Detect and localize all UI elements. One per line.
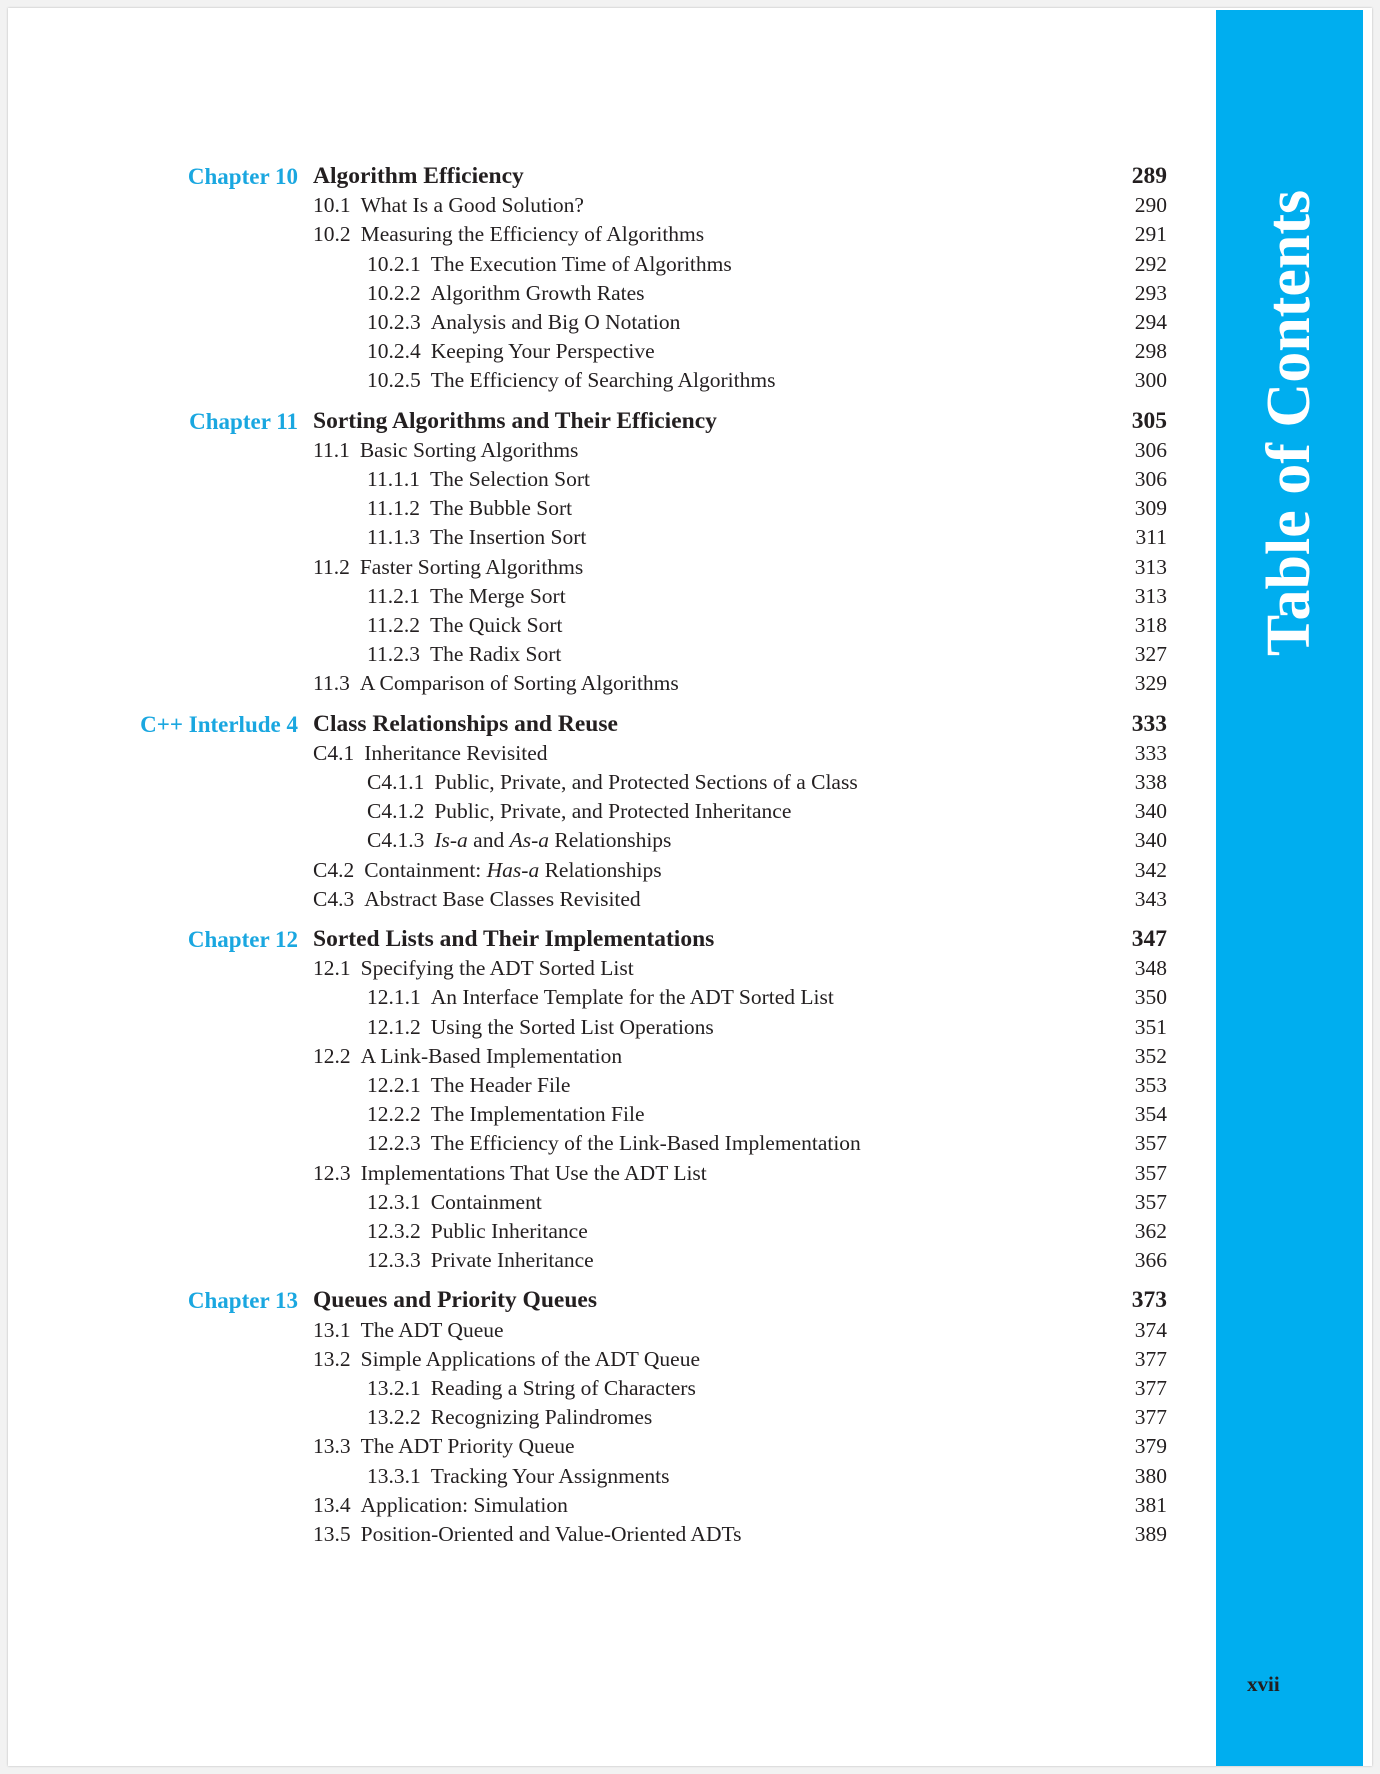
toc-entry-row[interactable] — [0, 1188, 1216, 1217]
toc-entry-row[interactable] — [0, 1042, 1216, 1071]
section-number: 12.2.1 — [367, 1073, 421, 1097]
page-number: 353 — [1134, 1073, 1167, 1097]
title-text: The Radix Sort — [429, 642, 562, 666]
title-text: Analysis and Big O Notation — [430, 310, 681, 334]
section-title — [313, 669, 679, 698]
chapter-title — [313, 1286, 597, 1315]
section-title — [313, 954, 634, 983]
section-number: 13.2.2 — [367, 1405, 421, 1429]
toc-entry-row[interactable] — [0, 1316, 1216, 1345]
title-text: The Execution Time of Algorithms — [430, 252, 732, 276]
title-text: The Bubble Sort — [429, 496, 573, 520]
page-number: 357 — [1134, 1190, 1167, 1214]
italic-term: Is-a — [434, 828, 468, 852]
page-number: 309 — [1134, 496, 1167, 520]
toc-entry-row[interactable] — [0, 1100, 1216, 1129]
title-text: An Interface Template for the ADT Sorted List — [430, 985, 834, 1009]
italic-term: Has-a — [486, 858, 540, 882]
toc-entry-row[interactable] — [0, 366, 1216, 395]
title-text: Public, Private, and Protected Inheritance — [434, 799, 792, 823]
toc-entry-row[interactable] — [0, 885, 1216, 914]
section-number: 12.1 — [313, 956, 351, 980]
toc-entry-row[interactable] — [0, 1013, 1216, 1042]
toc-entry-row[interactable] — [0, 1432, 1216, 1461]
page-number: 340 — [1134, 828, 1167, 852]
page-number: 329 — [1134, 671, 1167, 695]
page-number: 342 — [1134, 858, 1167, 882]
page-number: 377 — [1134, 1405, 1167, 1429]
title-text: Containment — [430, 1190, 542, 1214]
toc-chapter-row[interactable] — [0, 710, 1216, 739]
chapter-label: C++ Interlude 4 — [140, 712, 298, 737]
section-title — [367, 337, 655, 366]
page-number: 294 — [1134, 310, 1167, 334]
section-number: 11.1.3 — [367, 525, 420, 549]
page-number: 373 — [1131, 1287, 1167, 1313]
title-text: The Insertion Sort — [429, 525, 587, 549]
title-text: Position-Oriented and Value-Oriented ADTs — [360, 1522, 742, 1546]
section-title — [367, 1217, 588, 1246]
page-number: 306 — [1134, 467, 1167, 491]
page-number: 357 — [1134, 1161, 1167, 1185]
section-title — [367, 1129, 861, 1158]
title-text: Specifying the ADT Sorted List — [360, 956, 634, 980]
section-title — [367, 494, 572, 523]
page-number: 348 — [1134, 956, 1167, 980]
title-text: Using the Sorted List Operations — [430, 1015, 714, 1039]
toc-entry-row[interactable] — [0, 826, 1216, 855]
page-number: 293 — [1134, 281, 1167, 305]
section-number: 11.1.1 — [367, 467, 420, 491]
title-text: Private Inheritance — [430, 1248, 594, 1272]
chapter-title — [313, 162, 524, 191]
title-text: The Implementation File — [430, 1102, 645, 1126]
toc-entry-row[interactable] — [0, 1520, 1216, 1549]
toc-entry-row[interactable] — [0, 494, 1216, 523]
toc-entry-row[interactable] — [0, 191, 1216, 220]
page-number: 313 — [1134, 555, 1167, 579]
title-text: The Quick Sort — [429, 613, 563, 637]
page-number: 311 — [1135, 525, 1167, 549]
section-title — [367, 366, 775, 395]
title-text: Reading a String of Characters — [430, 1376, 696, 1400]
title-text: The Efficiency of the Link-Based Implementation — [430, 1131, 861, 1155]
title-text: Keeping Your Perspective — [430, 339, 655, 363]
section-number: 11.1 — [313, 438, 350, 462]
toc-entry-row[interactable] — [0, 1129, 1216, 1158]
section-number: 10.2.1 — [367, 252, 421, 276]
section-number: 13.3.1 — [367, 1464, 421, 1488]
section-title — [367, 826, 671, 855]
section-title — [367, 1246, 594, 1275]
title-text: The Header File — [430, 1073, 571, 1097]
section-title — [367, 1100, 645, 1129]
section-title — [367, 983, 834, 1012]
toc-entry-row[interactable] — [0, 856, 1216, 885]
chapter-label: Chapter 11 — [189, 409, 298, 434]
toc-entry-row[interactable] — [0, 1403, 1216, 1432]
section-number: C4.1 — [313, 741, 355, 765]
page-number: 377 — [1134, 1347, 1167, 1371]
section-title — [367, 1071, 570, 1100]
title-text: Measuring the Efficiency of Algorithms — [360, 222, 705, 246]
section-number: 13.2.1 — [367, 1376, 421, 1400]
title-text: Relationships — [549, 828, 672, 852]
page-folio: xvii — [1247, 1672, 1280, 1696]
title-text: Public, Private, and Protected Sections of a Class — [434, 770, 858, 794]
section-number: C4.1.3 — [367, 828, 425, 852]
section-title — [367, 1403, 652, 1432]
title-text: and — [467, 828, 510, 852]
section-number: 11.2.3 — [367, 642, 420, 666]
title-text: Implementations That Use the ADT List — [360, 1161, 707, 1185]
section-number: 13.1 — [313, 1318, 351, 1342]
title-text: The ADT Priority Queue — [360, 1434, 575, 1458]
section-number: 10.2.5 — [367, 368, 421, 392]
section-title — [367, 308, 680, 337]
section-title — [313, 1345, 700, 1374]
page-number: 291 — [1134, 222, 1167, 246]
toc-entry-row[interactable] — [0, 1071, 1216, 1100]
section-title — [313, 885, 641, 914]
toc-entry-row[interactable] — [0, 308, 1216, 337]
toc-entry-row[interactable] — [0, 640, 1216, 669]
chapter-label: Chapter 13 — [187, 1288, 298, 1313]
toc-entry-row[interactable] — [0, 768, 1216, 797]
italic-term: As-a — [509, 828, 549, 852]
toc-entry-row[interactable] — [0, 553, 1216, 582]
page-number: 354 — [1134, 1102, 1167, 1126]
chapter-title — [313, 925, 714, 954]
section-title — [313, 436, 578, 465]
section-title — [367, 1374, 696, 1403]
title-text: Faster Sorting Algorithms — [359, 555, 584, 579]
section-title — [367, 640, 561, 669]
section-number: 10.1 — [313, 193, 351, 217]
page-number: 357 — [1134, 1131, 1167, 1155]
title-text: Queues and Priority Queues — [313, 1287, 597, 1313]
page-number: 327 — [1134, 642, 1167, 666]
page-number: 374 — [1134, 1318, 1167, 1342]
toc-chapter-row[interactable] — [0, 407, 1216, 436]
section-number: 12.2.2 — [367, 1102, 421, 1126]
page-number: 305 — [1131, 408, 1167, 434]
section-number: 11.2.1 — [367, 584, 420, 608]
toc-entry-row[interactable] — [0, 1374, 1216, 1403]
section-title — [313, 220, 704, 249]
page-number: 318 — [1134, 613, 1167, 637]
section-number: 13.4 — [313, 1493, 351, 1517]
section-title — [367, 582, 566, 611]
page-number: 380 — [1134, 1464, 1167, 1488]
section-title — [313, 1520, 741, 1549]
section-number: 10.2.3 — [367, 310, 421, 334]
title-text: Sorting Algorithms and Their Efficiency — [313, 408, 717, 434]
section-title — [313, 1042, 622, 1071]
section-number: 10.2.4 — [367, 339, 421, 363]
section-title — [313, 1491, 568, 1520]
section-number: 12.2.3 — [367, 1131, 421, 1155]
section-title — [313, 1316, 504, 1345]
title-text: A Link-Based Implementation — [360, 1044, 623, 1068]
toc-entry-row[interactable] — [0, 465, 1216, 494]
title-text: The Efficiency of Searching Algorithms — [430, 368, 776, 392]
section-title — [367, 797, 791, 826]
page-number: 290 — [1134, 193, 1167, 217]
section-number: 12.2 — [313, 1044, 351, 1068]
page-number: 292 — [1134, 252, 1167, 276]
title-text: Public Inheritance — [430, 1219, 588, 1243]
toc-entry-row[interactable] — [0, 669, 1216, 698]
section-title — [313, 191, 584, 220]
toc-chapter-row[interactable] — [0, 162, 1216, 191]
page-number: 366 — [1134, 1248, 1167, 1272]
toc-entry-row[interactable] — [0, 1159, 1216, 1188]
chapter-title — [313, 407, 717, 436]
toc-entry-row[interactable] — [0, 250, 1216, 279]
toc-entry-row[interactable] — [0, 220, 1216, 249]
title-text: Class Relationships and Reuse — [313, 711, 618, 737]
toc-entry-row[interactable] — [0, 1246, 1216, 1275]
page-number: 298 — [1134, 339, 1167, 363]
chapter-label: Chapter 10 — [187, 164, 298, 189]
section-title — [367, 1013, 714, 1042]
section-number: C4.2 — [313, 858, 355, 882]
page-number: 343 — [1134, 887, 1167, 911]
title-text: A Comparison of Sorting Algorithms — [359, 671, 679, 695]
title-text: Inheritance Revisited — [364, 741, 548, 765]
title-text: Simple Applications of the ADT Queue — [360, 1347, 701, 1371]
toc-entry-row[interactable] — [0, 337, 1216, 366]
toc-chapter-row[interactable] — [0, 1286, 1216, 1315]
page-number: 389 — [1134, 1522, 1167, 1546]
section-title — [313, 553, 583, 582]
section-number: 10.2 — [313, 222, 351, 246]
section-number: 12.3.3 — [367, 1248, 421, 1272]
toc-entry-row[interactable] — [0, 1491, 1216, 1520]
page-number: 379 — [1134, 1434, 1167, 1458]
toc-entry-row[interactable] — [0, 611, 1216, 640]
title-text: Abstract Base Classes Revisited — [364, 887, 641, 911]
section-number: 11.2.2 — [367, 613, 420, 637]
page-number: 333 — [1134, 741, 1167, 765]
section-title — [367, 611, 563, 640]
toc-entry-row[interactable] — [0, 983, 1216, 1012]
section-title — [367, 1462, 670, 1491]
toc-entry-row[interactable] — [0, 279, 1216, 308]
page-number: 333 — [1131, 711, 1167, 737]
section-title — [367, 768, 858, 797]
title-text: The ADT Queue — [360, 1318, 504, 1342]
title-text: Sorted Lists and Their Implementations — [313, 926, 715, 952]
section-number: 11.2 — [313, 555, 350, 579]
section-number: 10.2.2 — [367, 281, 421, 305]
section-number: 13.5 — [313, 1522, 351, 1546]
section-number: 11.3 — [313, 671, 350, 695]
section-title — [313, 1159, 707, 1188]
title-text: Algorithm Efficiency — [313, 163, 524, 189]
page-number: 340 — [1134, 799, 1167, 823]
toc-entry-row[interactable] — [0, 1345, 1216, 1374]
title-text: What Is a Good Solution? — [360, 193, 584, 217]
page-number: 362 — [1134, 1219, 1167, 1243]
toc-entry-row[interactable] — [0, 954, 1216, 983]
section-number: C4.3 — [313, 887, 355, 911]
chapter-label: Chapter 12 — [187, 927, 298, 952]
toc-entry-row[interactable] — [0, 1217, 1216, 1246]
page-number: 313 — [1134, 584, 1167, 608]
page-number: 300 — [1134, 368, 1167, 392]
section-title — [367, 523, 586, 552]
toc-entry-row[interactable] — [0, 739, 1216, 768]
page-number: 350 — [1134, 985, 1167, 1009]
page-number: 351 — [1134, 1015, 1167, 1039]
page-number: 289 — [1131, 163, 1167, 189]
title-text: Recognizing Palindromes — [430, 1405, 653, 1429]
section-title-vertical: Table of Contents — [1255, 189, 1323, 657]
section-title — [313, 856, 662, 885]
chapter-title — [313, 710, 618, 739]
section-title — [367, 279, 645, 308]
section-number: 12.3.1 — [367, 1190, 421, 1214]
section-title — [313, 739, 548, 768]
toc-chapter-row[interactable] — [0, 925, 1216, 954]
title-text: The Merge Sort — [429, 584, 566, 608]
title-text: Relationships — [539, 858, 662, 882]
section-title — [313, 1432, 575, 1461]
page-number: 381 — [1134, 1493, 1167, 1517]
page-number: 352 — [1134, 1044, 1167, 1068]
section-number: C4.1.1 — [367, 770, 425, 794]
section-title — [367, 1188, 542, 1217]
title-text: Application: Simulation — [360, 1493, 568, 1517]
toc-entry-row[interactable] — [0, 1462, 1216, 1491]
toc-entry-row[interactable] — [0, 582, 1216, 611]
section-number: 12.1.2 — [367, 1015, 421, 1039]
page-number: 347 — [1131, 926, 1167, 952]
page-number: 338 — [1134, 770, 1167, 794]
toc-entry-row[interactable] — [0, 523, 1216, 552]
section-number: 13.3 — [313, 1434, 351, 1458]
title-text: The Selection Sort — [429, 467, 590, 491]
page-number: 377 — [1134, 1376, 1167, 1400]
section-number: C4.1.2 — [367, 799, 425, 823]
section-number: 12.3.2 — [367, 1219, 421, 1243]
section-number: 12.3 — [313, 1161, 351, 1185]
page-number: 306 — [1134, 438, 1167, 462]
section-title — [367, 465, 590, 494]
section-number: 11.1.2 — [367, 496, 420, 520]
title-text: Containment: — [364, 858, 487, 882]
title-text: Tracking Your Assignments — [430, 1464, 670, 1488]
title-text: Algorithm Growth Rates — [430, 281, 645, 305]
section-title — [367, 250, 732, 279]
section-number: 12.1.1 — [367, 985, 421, 1009]
toc-entry-row[interactable] — [0, 436, 1216, 465]
title-text: Basic Sorting Algorithms — [359, 438, 579, 462]
section-number: 13.2 — [313, 1347, 351, 1371]
toc-entry-row[interactable] — [0, 797, 1216, 826]
